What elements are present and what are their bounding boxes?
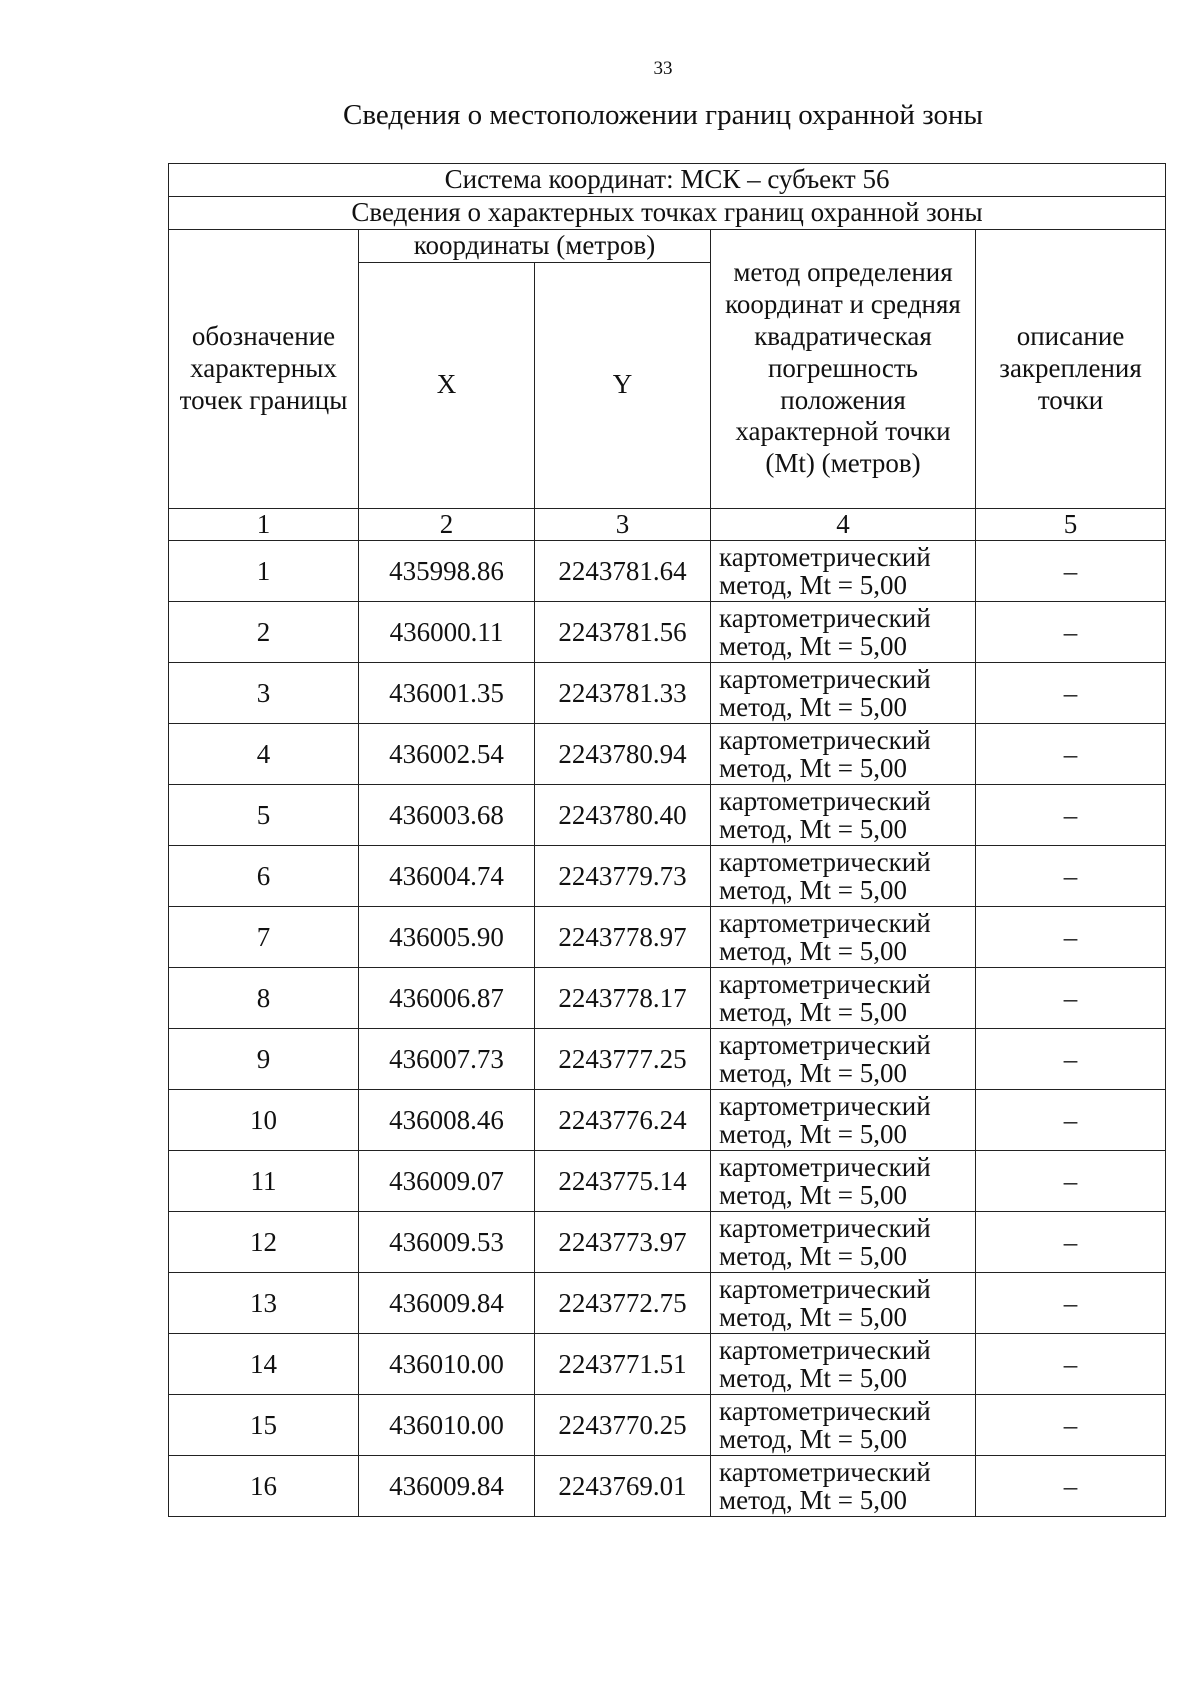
table-row xyxy=(169,1212,1166,1273)
x-coordinate-cell: 436009.84 xyxy=(359,1273,535,1334)
y-coordinate-cell: 2243779.73 xyxy=(535,846,711,907)
method-line: картометрический xyxy=(719,1335,931,1366)
x-coordinate-cell: 436010.00 xyxy=(359,1334,535,1395)
method-cell xyxy=(711,1029,976,1090)
method-cell xyxy=(711,907,976,968)
method-line: метод, Mt = 5,00 xyxy=(719,936,907,967)
table-row xyxy=(169,1456,1166,1517)
header-x: X xyxy=(359,262,535,508)
table-row xyxy=(169,1090,1166,1151)
y-coordinate-cell: 2243778.17 xyxy=(535,968,711,1029)
y-coordinate-cell: 2243780.94 xyxy=(535,724,711,785)
table-header-row xyxy=(169,229,1166,262)
method-line: картометрический xyxy=(719,1213,931,1244)
point-number-cell: 2 xyxy=(169,602,359,663)
table-row xyxy=(169,602,1166,663)
y-coordinate-cell: 2243776.24 xyxy=(535,1090,711,1151)
page-number: 33 xyxy=(653,58,673,79)
x-coordinate-cell: 435998.86 xyxy=(359,541,535,602)
method-cell xyxy=(711,602,976,663)
point-number-cell: 8 xyxy=(169,968,359,1029)
x-coordinate-cell: 436003.68 xyxy=(359,785,535,846)
description-cell: – xyxy=(976,1151,1166,1212)
description-cell: – xyxy=(976,724,1166,785)
header-coordinates: координаты (метров) xyxy=(359,229,711,262)
point-number-cell: 7 xyxy=(169,907,359,968)
method-line: метод, Mt = 5,00 xyxy=(719,1058,907,1089)
method-line: картометрический xyxy=(719,603,931,634)
x-coordinate-cell: 436004.74 xyxy=(359,846,535,907)
y-coordinate-cell: 2243769.01 xyxy=(535,1456,711,1517)
method-cell xyxy=(711,846,976,907)
description-cell: – xyxy=(976,1273,1166,1334)
method-cell xyxy=(711,1151,976,1212)
y-coordinate-cell: 2243781.33 xyxy=(535,663,711,724)
method-cell xyxy=(711,541,976,602)
method-line: метод, Mt = 5,00 xyxy=(719,1302,907,1333)
method-line: картометрический xyxy=(719,847,931,878)
point-number-cell: 5 xyxy=(169,785,359,846)
description-cell: – xyxy=(976,1395,1166,1456)
y-coordinate-cell: 2243777.25 xyxy=(535,1029,711,1090)
table-row xyxy=(169,785,1166,846)
table-row xyxy=(169,663,1166,724)
table-row xyxy=(169,846,1166,907)
method-line: картометрический xyxy=(719,1274,931,1305)
method-line: метод, Mt = 5,00 xyxy=(719,997,907,1028)
document-title: Сведения о местоположении границ охранной зоны xyxy=(342,99,983,131)
method-line: метод, Mt = 5,00 xyxy=(719,875,907,906)
point-number-cell: 10 xyxy=(169,1090,359,1151)
method-line: метод, Mt = 5,00 xyxy=(719,1119,907,1150)
table-row xyxy=(169,724,1166,785)
method-cell xyxy=(711,1456,976,1517)
method-line: метод, Mt = 5,00 xyxy=(719,814,907,845)
description-cell: – xyxy=(976,541,1166,602)
method-line: картометрический xyxy=(719,664,931,695)
point-number-cell: 13 xyxy=(169,1273,359,1334)
y-coordinate-cell: 2243780.40 xyxy=(535,785,711,846)
description-cell: – xyxy=(976,1456,1166,1517)
y-coordinate-cell: 2243778.97 xyxy=(535,907,711,968)
method-cell xyxy=(711,968,976,1029)
x-coordinate-cell: 436009.84 xyxy=(359,1456,535,1517)
column-numbers-row xyxy=(169,508,1166,541)
column-number: 3 xyxy=(535,508,711,541)
x-coordinate-cell: 436002.54 xyxy=(359,724,535,785)
method-line: картометрический xyxy=(719,786,931,817)
y-coordinate-cell: 2243770.25 xyxy=(535,1395,711,1456)
method-line: картометрический xyxy=(719,1030,931,1061)
description-cell: – xyxy=(976,785,1166,846)
description-cell: – xyxy=(976,1029,1166,1090)
method-cell xyxy=(711,663,976,724)
header-point-designation: обозначение характерных точек границы xyxy=(169,229,359,508)
method-cell xyxy=(711,724,976,785)
x-coordinate-cell: 436008.46 xyxy=(359,1090,535,1151)
point-number-cell: 11 xyxy=(169,1151,359,1212)
x-coordinate-cell: 436007.73 xyxy=(359,1029,535,1090)
method-line: картометрический xyxy=(719,725,931,756)
method-cell xyxy=(711,1273,976,1334)
x-coordinate-cell: 436009.07 xyxy=(359,1151,535,1212)
coordinates-table xyxy=(168,163,1166,1517)
point-number-cell: 4 xyxy=(169,724,359,785)
point-number-cell: 14 xyxy=(169,1334,359,1395)
description-cell: – xyxy=(976,1090,1166,1151)
point-number-cell: 12 xyxy=(169,1212,359,1273)
point-number-cell: 9 xyxy=(169,1029,359,1090)
point-number-cell: 1 xyxy=(169,541,359,602)
table-row xyxy=(169,1029,1166,1090)
point-number-cell: 15 xyxy=(169,1395,359,1456)
table-row xyxy=(169,1395,1166,1456)
table-row xyxy=(169,1334,1166,1395)
y-coordinate-cell: 2243781.56 xyxy=(535,602,711,663)
method-cell xyxy=(711,1395,976,1456)
method-line: метод, Mt = 5,00 xyxy=(719,692,907,723)
header-method: метод определения координат и средняя квадратическая погрешность положения характерной точки (Mt) (метров) xyxy=(711,229,976,508)
point-number-cell: 6 xyxy=(169,846,359,907)
y-coordinate-cell: 2243771.51 xyxy=(535,1334,711,1395)
point-number-cell: 3 xyxy=(169,663,359,724)
column-number: 2 xyxy=(359,508,535,541)
table-row xyxy=(169,1151,1166,1212)
x-coordinate-cell: 436000.11 xyxy=(359,602,535,663)
method-line: метод, Mt = 5,00 xyxy=(719,570,907,601)
method-line: метод, Mt = 5,00 xyxy=(719,1363,907,1394)
method-line: метод, Mt = 5,00 xyxy=(719,1424,907,1455)
method-cell xyxy=(711,1090,976,1151)
x-coordinate-cell: 436009.53 xyxy=(359,1212,535,1273)
point-number-cell: 16 xyxy=(169,1456,359,1517)
description-cell: – xyxy=(976,663,1166,724)
table-row xyxy=(169,907,1166,968)
description-cell: – xyxy=(976,968,1166,1029)
method-line: метод, Mt = 5,00 xyxy=(719,1180,907,1211)
description-cell: – xyxy=(976,1334,1166,1395)
description-cell: – xyxy=(976,846,1166,907)
method-cell xyxy=(711,1212,976,1273)
table-row xyxy=(169,541,1166,602)
description-cell: – xyxy=(976,1212,1166,1273)
description-cell: – xyxy=(976,602,1166,663)
method-line: картометрический xyxy=(719,1457,931,1488)
x-coordinate-cell: 436005.90 xyxy=(359,907,535,968)
method-line: картометрический xyxy=(719,1152,931,1183)
method-line: картометрический xyxy=(719,1396,931,1427)
method-line: картометрический xyxy=(719,542,931,573)
method-line: метод, Mt = 5,00 xyxy=(719,753,907,784)
y-coordinate-cell: 2243775.14 xyxy=(535,1151,711,1212)
header-description: описание закрепления точки xyxy=(976,229,1166,508)
table-row xyxy=(169,1273,1166,1334)
section-title: Сведения о характерных точках границ охранной зоны xyxy=(169,196,1166,229)
method-line: метод, Mt = 5,00 xyxy=(719,1485,907,1516)
x-coordinate-cell: 436001.35 xyxy=(359,663,535,724)
column-number: 5 xyxy=(976,508,1166,541)
method-line: метод, Mt = 5,00 xyxy=(719,631,907,662)
column-number: 1 xyxy=(169,508,359,541)
y-coordinate-cell: 2243781.64 xyxy=(535,541,711,602)
method-cell xyxy=(711,785,976,846)
x-coordinate-cell: 436006.87 xyxy=(359,968,535,1029)
method-cell xyxy=(711,1334,976,1395)
method-line: картометрический xyxy=(719,969,931,1000)
description-cell: – xyxy=(976,907,1166,968)
y-coordinate-cell: 2243773.97 xyxy=(535,1212,711,1273)
method-line: картометрический xyxy=(719,908,931,939)
table-row xyxy=(169,968,1166,1029)
header-y: Y xyxy=(535,262,711,508)
x-coordinate-cell: 436010.00 xyxy=(359,1395,535,1456)
method-line: метод, Mt = 5,00 xyxy=(719,1241,907,1272)
method-line: картометрический xyxy=(719,1091,931,1122)
table-header-row xyxy=(169,196,1166,229)
coordinate-system-title: Система координат: МСК – субъект 56 xyxy=(169,164,1166,197)
column-number: 4 xyxy=(711,508,976,541)
table-header-row xyxy=(169,164,1166,197)
y-coordinate-cell: 2243772.75 xyxy=(535,1273,711,1334)
